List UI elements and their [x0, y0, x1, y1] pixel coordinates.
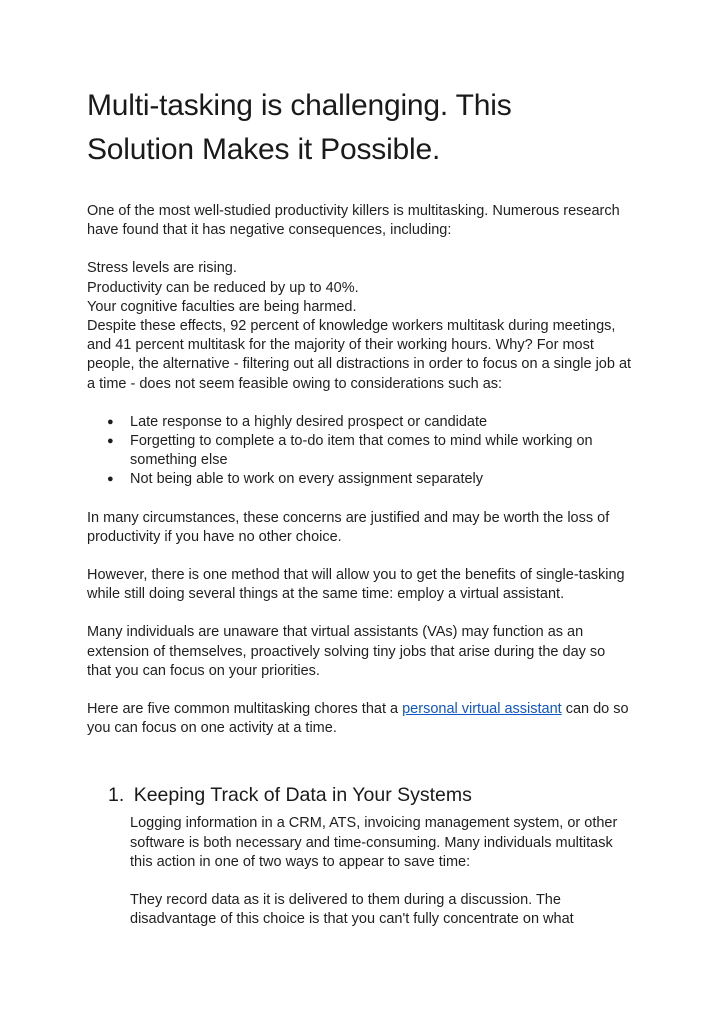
text-line: a time - does not seem feasible owing to considerations such as:: [87, 375, 503, 392]
section-heading: [87, 782, 637, 808]
text-line: Productivity can be reduced by up to 40%.: [87, 279, 359, 296]
effects-paragraph: [87, 259, 637, 393]
text-line: while still doing several things at the same time: employ a virtual assistant.: [87, 586, 565, 603]
document-content: [87, 84, 637, 929]
list-item-text: something else: [130, 452, 228, 469]
text-line: software is both necessary and time-consuming. Many individuals multitask: [130, 834, 613, 851]
text-line: One of the most well-studied productivity killers is multitasking. Numerous research: [87, 203, 620, 219]
section-paragraph: [130, 891, 637, 929]
title-line: Solution Makes it Possible.: [87, 133, 441, 166]
text-line: extension of themselves, proactively solving tiny jobs that arise during the day so: [87, 643, 606, 660]
section-paragraph: [130, 814, 637, 872]
text-line: Logging information in a CRM, ATS, invoicing management system, or other: [130, 815, 618, 832]
page-title: [87, 84, 637, 172]
text-line: you can focus on one activity at a time.: [87, 720, 337, 737]
text-line: people, the alternative - filtering out all distractions in order to focus on a single job at: [87, 356, 632, 373]
section-number: 1.: [108, 784, 125, 807]
list-item: [87, 432, 637, 470]
list-item: [87, 470, 637, 489]
list-item-text: Forgetting to complete a to-do item that comes to mind while working on: [130, 433, 593, 450]
chores-paragraph: [87, 700, 637, 738]
list-item-text: Not being able to work on every assignment separately: [130, 471, 484, 488]
section-body: [87, 814, 637, 929]
text-line: However, there is one method that will allow you to get the benefits of single-tasking: [87, 567, 625, 584]
bullet-icon: ●: [107, 473, 114, 486]
method-paragraph: [87, 566, 637, 604]
text-line: Despite these effects, 92 percent of knowledge workers multitask during meetings,: [87, 318, 616, 335]
text-fragment: can do so: [561, 701, 629, 718]
va-paragraph: [87, 623, 637, 681]
list-item-text: Late response to a highly desired prospect or candidate: [130, 413, 488, 430]
text-line: In many circumstances, these concerns are justified and may be worth the loss of: [87, 509, 610, 526]
text-line: They record data as it is delivered to them during a discussion. The: [130, 892, 561, 909]
text-line: have found that it has negative consequences, including:: [87, 222, 452, 239]
title-line: Multi-tasking is challenging. This: [87, 89, 512, 122]
bullet-icon: ●: [107, 435, 114, 448]
text-line: Your cognitive faculties are being harmed.: [87, 298, 357, 315]
list-item: [87, 413, 637, 432]
concerns-paragraph: [87, 509, 637, 547]
text-line: that you can focus on your priorities.: [87, 662, 320, 679]
section-keeping-track: [87, 782, 637, 929]
text-line: productivity if you have no other choice.: [87, 528, 342, 545]
text-line: Stress levels are rising.: [87, 260, 237, 277]
bullet-icon: ●: [107, 415, 114, 428]
personal-virtual-assistant-link[interactable]: personal virtual assistant: [402, 701, 562, 718]
intro-paragraph: [87, 202, 637, 240]
text-line: this action in one of two ways to appear to save time:: [130, 853, 471, 870]
text-line: [87, 700, 637, 719]
bullet-list: [87, 413, 637, 490]
text-fragment: Here are five common multitasking chores that a: [87, 701, 403, 718]
text-line: Many individuals are unaware that virtual assistants (VAs) may function as an: [87, 624, 584, 641]
text-line: and 41 percent multitask for the majority of their working hours. Why? For most: [87, 337, 594, 354]
section-heading-text: Keeping Track of Data in Your Systems: [133, 784, 472, 807]
text-line: disadvantage of this choice is that you can't fully concentrate on what: [130, 911, 574, 928]
